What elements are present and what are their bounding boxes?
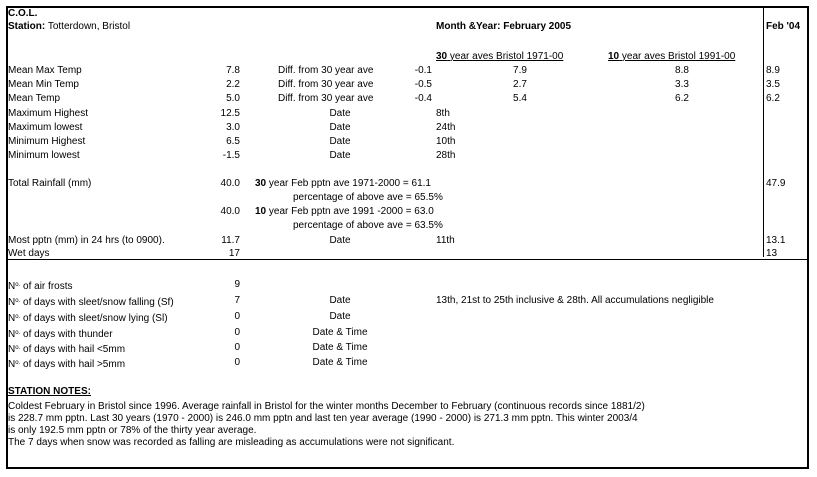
ave10-header-num: 10 xyxy=(608,51,620,62)
diff-label: Diff. from 30 year ave xyxy=(278,79,374,90)
most-pptn-prev: 13.1 xyxy=(766,235,786,246)
prev-year-value: 8.9 xyxy=(766,65,780,76)
ave30-value: 2.7 xyxy=(513,79,527,90)
extreme-label: Minimum Highest xyxy=(8,136,86,147)
day-count-label xyxy=(8,327,113,341)
rain-pct10: percentage of above ave = 63.5% xyxy=(293,220,443,231)
diff-label: Diff. from 30 year ave xyxy=(278,65,374,76)
day-count-label xyxy=(8,311,168,325)
day-count-label xyxy=(8,279,73,293)
no-prefix: N xyxy=(8,281,16,292)
notes-line: is only 192.5 mm pptn or 78% of the thirty year average. xyxy=(8,425,257,436)
date-label: Date xyxy=(329,108,351,119)
ave30-header-text: year aves Bristol 1971-00 xyxy=(449,51,564,62)
day-count-text: of days with hail <5mm xyxy=(23,344,126,355)
day-count-text: of days with hail >5mm xyxy=(23,359,126,370)
rain-ave10 xyxy=(255,206,434,218)
day-count-value: 0 xyxy=(234,311,240,322)
extreme-date: 10th xyxy=(436,136,456,147)
rainfall-prev: 47.9 xyxy=(766,178,786,189)
day-count-text: of days with sleet/snow falling (Sf) xyxy=(23,297,174,308)
temp-value: 5.0 xyxy=(226,93,240,104)
day-date-label: Date & Time xyxy=(312,327,368,338)
extreme-value: 3.0 xyxy=(226,122,240,133)
section-divider xyxy=(7,259,809,260)
no-prefix: N xyxy=(8,297,16,308)
day-count-label xyxy=(8,342,125,356)
ave30-value: 7.9 xyxy=(513,65,527,76)
date-label: Date xyxy=(329,122,351,133)
temp-value: 7.8 xyxy=(226,65,240,76)
day-count-text: of days with thunder xyxy=(23,329,113,340)
day-count-label xyxy=(8,295,174,309)
station-name: Totterdown, Bristol xyxy=(47,21,131,32)
day-date-label: Date & Time xyxy=(312,357,368,368)
diff-value: -0.4 xyxy=(414,93,432,104)
notes-line: The 7 days when snow was recorded as falling are misleading as accumulations were not significant. xyxy=(8,437,455,448)
org-name: C.O.L. xyxy=(8,8,38,19)
temp-value: 2.2 xyxy=(226,79,240,90)
extreme-value: -1.5 xyxy=(222,150,240,161)
day-count-value: 0 xyxy=(234,357,240,368)
prev-year-value: 3.5 xyxy=(766,79,780,90)
no-sup: o. xyxy=(15,314,21,320)
extreme-date: 8th xyxy=(436,108,450,119)
ave10-header xyxy=(608,51,735,63)
no-prefix: N xyxy=(8,359,16,370)
day-date-label: Date xyxy=(329,311,351,322)
temp-label: Mean Max Temp xyxy=(8,65,82,76)
rain-ave30-num: 30 xyxy=(255,178,267,189)
notes-line: Coldest February in Bristol since 1996. Average rainfall in Bristol for the winter months December to February (continuous records since 1881/2) xyxy=(8,401,645,412)
day-count-text: of days with sleet/snow lying (Sl) xyxy=(23,313,168,324)
day-count-value: 0 xyxy=(234,327,240,338)
month-year: Month &Year: February 2005 xyxy=(436,21,572,32)
most-pptn-value: 11.7 xyxy=(221,235,240,246)
rain-ave10-text: year Feb pptn ave 1991 -2000 = 63.0 xyxy=(268,206,434,217)
most-pptn-date: 11th xyxy=(436,235,455,246)
extreme-date: 28th xyxy=(436,150,456,161)
day-date-label: Date & Time xyxy=(312,342,368,353)
day-count-value: 0 xyxy=(234,342,240,353)
wet-days-prev: 13 xyxy=(766,248,778,259)
wet-days-label: Wet days xyxy=(8,248,50,259)
diff-label: Diff. from 30 year ave xyxy=(278,93,374,104)
notes-line: is 228.7 mm pptn. Last 30 years (1970 - 2000) is 246.0 mm pptn and last ten year average (1990 - 2000) is 271.3 mm pptn. This winter 2003/4 xyxy=(8,413,638,424)
no-prefix: N xyxy=(8,344,16,355)
extreme-label: Maximum lowest xyxy=(8,122,83,133)
extreme-label: Maximum Highest xyxy=(8,108,89,119)
day-date: 13th, 21st to 25th inclusive & 28th. All accumulations negligible xyxy=(436,295,714,306)
temp-label: Mean Min Temp xyxy=(8,79,79,90)
rain-ave10-num: 10 xyxy=(255,206,267,217)
no-prefix: N xyxy=(8,313,16,324)
station-label: Station: xyxy=(8,21,46,32)
ave30-value: 5.4 xyxy=(513,93,527,104)
day-count-label xyxy=(8,357,125,371)
no-sup: o. xyxy=(15,330,21,336)
ave10-value: 8.8 xyxy=(675,65,689,76)
most-pptn-label: Most pptn (mm) in 24 hrs (to 0900). xyxy=(8,235,165,246)
notes-title: STATION NOTES: xyxy=(8,386,91,397)
ave30-header-num: 30 xyxy=(436,51,448,62)
date-label: Date xyxy=(329,136,351,147)
extreme-value: 12.5 xyxy=(220,108,240,119)
ave10-header-text: year aves Bristol 1991-00 xyxy=(621,51,736,62)
extreme-label: Minimum lowest xyxy=(8,150,80,161)
no-sup: o. xyxy=(15,345,21,351)
rain-ave30 xyxy=(255,178,431,190)
extreme-date: 24th xyxy=(436,122,456,133)
day-date-label: Date xyxy=(329,295,351,306)
extreme-value: 6.5 xyxy=(226,136,240,147)
diff-value: -0.5 xyxy=(414,79,432,90)
ave10-value: 3.3 xyxy=(675,79,689,90)
rainfall-value: 40.0 xyxy=(220,178,240,189)
rain-pct30: percentage of above ave = 65.5% xyxy=(293,192,443,203)
rain-ave30-text: year Feb pptn ave 1971-2000 = 61.1 xyxy=(268,178,431,189)
no-sup: o. xyxy=(15,282,21,288)
diff-value: -0.1 xyxy=(414,65,432,76)
station-notes xyxy=(8,401,798,449)
no-sup: o. xyxy=(15,298,21,304)
date-label: Date xyxy=(329,150,351,161)
rainfall-value-2: 40.0 xyxy=(220,206,240,217)
no-prefix: N xyxy=(8,329,16,340)
column-divider xyxy=(763,7,764,257)
most-pptn-date-label: Date xyxy=(329,235,351,246)
day-count-value: 9 xyxy=(234,279,240,290)
temp-label: Mean Temp xyxy=(8,93,61,104)
ave10-value: 6.2 xyxy=(675,93,689,104)
compare-column-header: Feb '04 xyxy=(766,21,801,32)
station-line xyxy=(8,21,130,33)
rainfall-label: Total Rainfall (mm) xyxy=(8,178,92,189)
no-sup: o. xyxy=(15,360,21,366)
wet-days-value: 17 xyxy=(228,248,240,259)
prev-year-value: 6.2 xyxy=(766,93,780,104)
day-count-text: of air frosts xyxy=(23,281,73,292)
day-count-value: 7 xyxy=(234,295,240,306)
ave30-header xyxy=(436,51,563,63)
